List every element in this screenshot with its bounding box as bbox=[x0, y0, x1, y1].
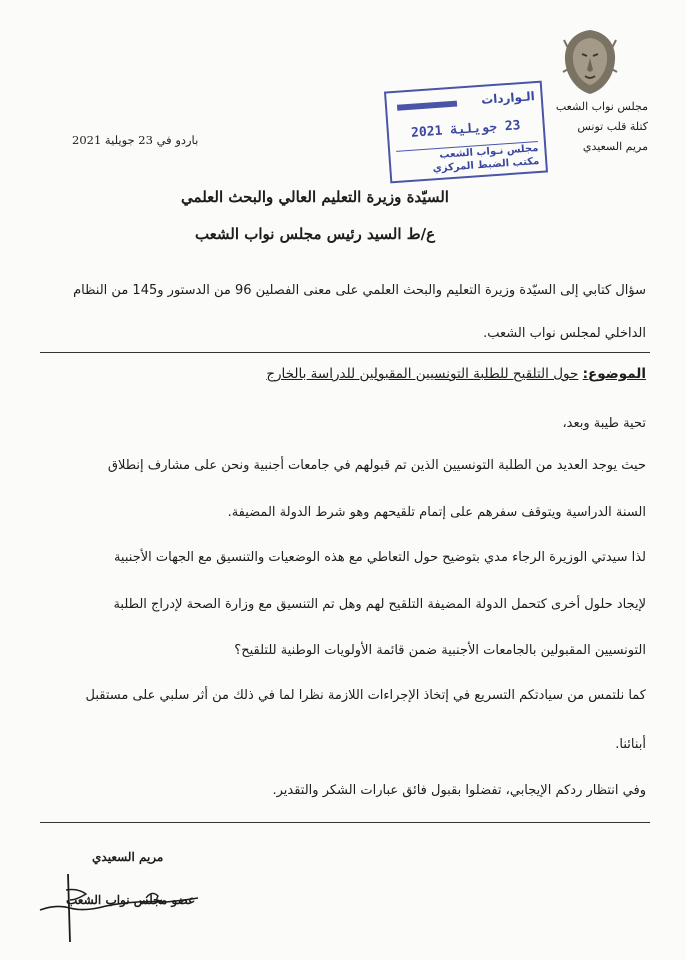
deputy-name: مريم السعيدي bbox=[582, 140, 648, 153]
subject-line bbox=[266, 366, 646, 382]
separator-top bbox=[40, 352, 650, 353]
addressee-speaker: ع/ط السيد رئيس مجلس نواب الشعب bbox=[194, 225, 436, 243]
stamp-line-1: مجلس نـواب الشعب bbox=[439, 143, 539, 161]
subject-text: حول التلقيح للطلبة التونسيين المقبولين للدراسة بالخارج bbox=[266, 366, 579, 382]
body-p3-line-2: أبنائنا. bbox=[615, 737, 646, 752]
handwritten-signature bbox=[26, 870, 206, 954]
bloc-name: كتلة قلب تونس bbox=[577, 120, 648, 133]
greeting: تحية طيبة وبعد، bbox=[562, 416, 646, 431]
body-p1-line-2: السنة الدراسية ويتوقف سفرهم على إتمام تلقيحهم وهو شرط الدولة المضيفة. bbox=[227, 505, 646, 520]
closing-line: وفي انتظار ردكم الإيجابي، تفضلوا بقبول فائق عبارات الشكر والتقدير. bbox=[272, 783, 646, 798]
stamp-bar bbox=[397, 101, 457, 111]
body-p1-line-1: حيث يوجد العديد من الطلبة التونسيين الذين تم قبولهم في جامعات أجنبية ونحن على مشارف إنطلاق bbox=[107, 458, 646, 473]
signature-title: عضو مجلس نواب الشعب bbox=[66, 893, 196, 907]
stamp-date: 23 جويلية 2021 bbox=[410, 118, 522, 141]
subject-label: الموضوع: bbox=[582, 366, 646, 382]
addressee-minister: السيّدة وزيرة التعليم العالي والبحث العلمي bbox=[181, 188, 449, 206]
letter-date: باردو في 23 جويلية 2021 bbox=[72, 133, 199, 147]
org-name: مجلس نواب الشعب bbox=[555, 100, 648, 113]
signature-name: مريم السعيدي bbox=[92, 850, 164, 864]
stamp-label: الـواردات bbox=[480, 89, 536, 107]
body-p2-line-1: لذا سيدتي الوزيرة الرجاء مدي بتوضيح حول التعاطي مع هذه الوضعيات والتنسيق مع الجهات الأجنبية bbox=[113, 550, 646, 565]
body-p2-line-3: التونسيين المقبولين بالجامعات الأجنبية ضمن قائمة الأولويات الوطنية للتلقيح؟ bbox=[234, 643, 646, 658]
body-p2-line-2: لإيجاد حلول أخرى كتحمل الدولة المضيفة التلقيح لهم وهل تم التنسيق مع وزارة الصحة لإدراج الطلبة bbox=[113, 597, 646, 612]
body-p3-line-1: كما نلتمس من سيادتكم التسريع في إتخاذ الإجراءات اللازمة نظرا لما في ذلك من أثر سلبي على مستقبل bbox=[85, 688, 646, 703]
lion-logo-icon bbox=[560, 28, 620, 96]
reception-stamp bbox=[384, 81, 548, 184]
separator-bottom bbox=[40, 822, 650, 823]
stamp-line-2: مكتب الضبط المركزي bbox=[432, 155, 540, 175]
intro-line-2: الداخلي لمجلس نواب الشعب. bbox=[483, 326, 646, 341]
intro-line-1: سؤال كتابي إلى السيّدة وزيرة التعليم والبحث العلمي على معنى الفصلين 96 من الدستور و145 من النظام bbox=[73, 283, 646, 298]
